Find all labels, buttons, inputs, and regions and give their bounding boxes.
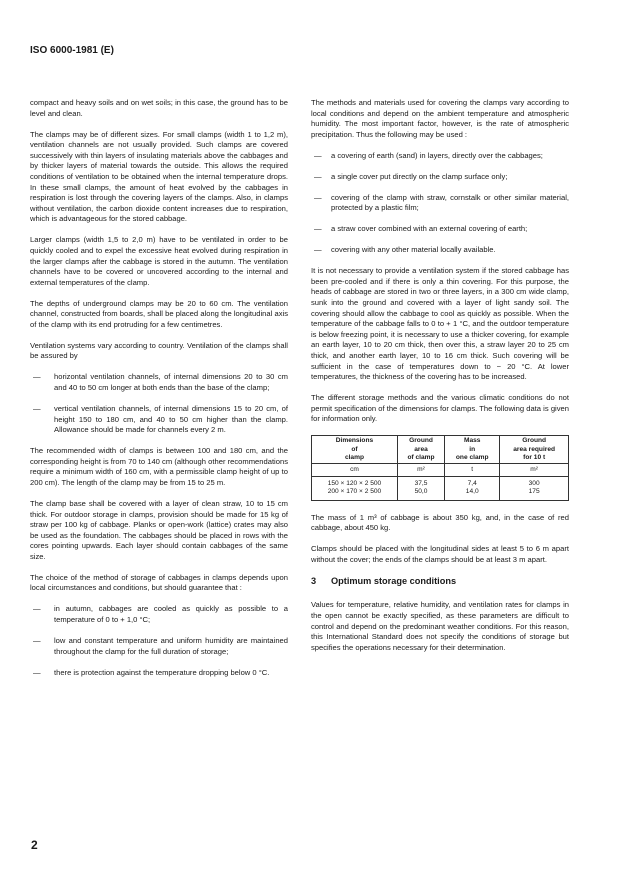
list-item-text: covering of the clamp with straw, cornstalk or other similar material, protected by a plastic film; (331, 192, 569, 213)
right-column (311, 98, 569, 664)
table-cell: 150 × 120 × 2 500 (312, 477, 398, 489)
paragraph: The choice of the method of storage of cabbages in clamps depends upon local circumstances and conditions, but should guarantee that : (30, 572, 288, 593)
paragraph: The recommended width of clamps is between 100 and 180 cm, and the corresponding height is from 70 to 140 cm (although other recommendations require a minimum width of 160 cm, with a permissible clamp height of up to 200 cm). The length of the clamp may be from 15 to 25 m. (30, 446, 288, 487)
paragraph: Ventilation systems vary according to country. Ventilation of the clamps shall be assured by (30, 340, 288, 361)
paragraph: The methods and materials used for covering the clamps vary according to local conditions and depend on the ambient temperature and atmospheric humidity. The most important factor, however, is the rate of atmospheric precipitation. Thus the following may be used : (311, 98, 569, 139)
list-item (311, 151, 569, 162)
list-dash: — (314, 224, 322, 234)
list-item-text: low and constant temperature and uniform humidity are maintained throughout the clamp for the full duration of storage; (54, 636, 288, 656)
paragraph: It is not necessary to provide a ventilation system if the stored cabbage has been pre-cooled and if there is only a thin covering. For this purpose, the heads of cabbage are stored in two or three layers, in a 300 cm wide clamp, sunk into the ground and covered with a layer of light sandy soil. The covering should allow the cabbage to cool as quickly as possible. When the temperature of the cabbage falls to 0 to + 1 °C, and the outdoor temperature is below freezing point, it is necessary to use a thicker covering, for example an earth layer, 10 to 20 cm thick, then over this, a straw layer 20 to 25 cm thick, and another earth layer, 10 to 16 cm thick. Such covering will be sufficient in the case of temperatures down to − 20 °C. At lower temperatures, the thickness of the covering has to be increased. (311, 266, 569, 382)
table-cell: 175 (500, 488, 569, 500)
list-item (30, 668, 288, 679)
header-line: in (469, 445, 476, 453)
list-item-text: vertical ventilation channels, of internal dimensions 15 to 20 cm, of height 150 to 180 cm, and 40 to 50 cm higher than the clamp. Allowance should be made for channels every 2 m. (54, 404, 288, 435)
paragraph: The clamp base shall be covered with a layer of clean straw, 10 to 15 cm thick. For outdoor storage in clamps, provision should be made for 15 kg of straw per 100 kg of cabbage. Planks or open-work (lattice) crates may also be used as the foundation. The cabbages should be placed in rows with the cores pointing upwards. Each layer should contain cabbages of the same size. (30, 498, 288, 561)
list-item (30, 636, 288, 657)
list-item (311, 172, 569, 183)
list-item-text: a straw cover combined with an external covering of earth; (331, 224, 528, 234)
paragraph: Values for temperature, relative humidity, and ventilation rates for clamps in the open cannot be exactly specified, as these parameters are difficult to control and depend on the predominant weather conditions. For this reason, this International Standard does not specify the conditions of storage but specifies the operations necessary for their determination. (311, 600, 569, 652)
header-line: Mass (463, 437, 481, 445)
list-item (311, 224, 569, 235)
left-column (30, 98, 288, 689)
unit-cell: t (445, 463, 500, 476)
paragraph: The mass of 1 m³ of cabbage is about 350 kg, and, in the case of red cabbage, about 450 kg. (311, 512, 569, 533)
clamp-dimensions-table (311, 435, 569, 500)
list-dash: — (33, 667, 41, 677)
paragraph: The depths of underground clamps may be 20 to 60 cm. The ventilation channel, constructed from boards, shall be placed along the longitudinal axis of the clamp with its end protruding for a few centimetres. (30, 298, 288, 329)
table-header-cell (500, 436, 569, 464)
list-item (311, 193, 569, 214)
header-line: Dimensions (335, 437, 374, 445)
unit-cell: m² (397, 463, 444, 476)
list-dash: — (314, 192, 322, 202)
table-header-cell (397, 436, 444, 464)
table-cell: 300 (500, 477, 569, 489)
header-line: for 10 t (523, 453, 546, 461)
list-dash: — (314, 245, 322, 255)
paragraph: Clamps should be placed with the longitudinal sides at least 5 to 6 m apart without the cover; the ends of the clamps should be at least 3 m apart. (311, 544, 569, 564)
list-dash: — (33, 604, 41, 614)
list-dash: — (33, 404, 41, 413)
list-dash: — (33, 372, 41, 382)
page-number: 2 (31, 838, 38, 852)
header-line: of (351, 445, 358, 453)
list-item (30, 372, 288, 393)
header-line: one clamp (455, 453, 489, 461)
list-item-text: covering with any other material locally available. (331, 245, 496, 255)
table-cell: 37,5 (397, 477, 444, 489)
list-item-text: a covering of earth (sand) in layers, directly over the cabbages; (331, 150, 543, 160)
header-line: of clamp (407, 453, 435, 461)
table-units-row (312, 463, 569, 476)
paragraph: The different storage methods and the various climatic conditions do not permit specification of the dimensions for clamps. The following data is given for information only. (311, 393, 569, 424)
table-header-row (312, 436, 569, 464)
list-item-text: horizontal ventilation channels, of internal dimensions 20 to 30 cm and 40 to 50 cm longer at both ends than the base of the clamp; (54, 372, 288, 393)
table-row (312, 488, 569, 500)
section-title: Optimum storage conditions (331, 575, 457, 586)
header-line: Ground (522, 437, 547, 445)
header-line: Ground (409, 437, 433, 445)
list-item (30, 404, 288, 436)
list-item (311, 245, 569, 256)
list-item-text: there is protection against the temperature dropping below 0 °C. (54, 667, 270, 677)
table-header-cell (445, 436, 500, 464)
list-item-text: a single cover put directly on the clamp surface only; (331, 171, 508, 181)
table-cell: 7,4 (445, 477, 500, 489)
unit-cell: cm (312, 463, 398, 476)
table-header-cell (312, 436, 398, 464)
paragraph: The clamps may be of different sizes. For small clamps (width 1 to 1,2 m), ventilation channels are not usually provided. Such clamps are covered successively with thin layers of insulating materials above the cabbages and by thicker layers of material towards the outside. This allows the required conditions of ventilation to be obtained when the internal temperature drops. In these small clamps, the amount of heat evolved by the cabbages in respiration is lost through the covering layers of the clamps. Also, in clamps without ventilation, the carbon dioxide content increases due to respiration, which is advantageous for the stored cabbage. (30, 129, 288, 224)
table-cell: 200 × 170 × 2 500 (312, 488, 398, 500)
header-line: area (414, 445, 428, 453)
table-cell: 14,0 (445, 488, 500, 500)
list-dash: — (314, 150, 322, 160)
page-header: ISO 6000-1981 (E) (30, 45, 114, 56)
paragraph: Larger clamps (width 1,5 to 2,0 m) have to be ventilated in order to be quickly cooled and to expel the excessive heat evolved during respiration in the larger clamps after the cabbage is stored in the autumn. The ventilation channels have to be covered or uncovered according to the internal and external temperatures of the clamp. (30, 235, 288, 287)
section-heading (311, 576, 569, 587)
table-cell: 50,0 (397, 488, 444, 500)
section-number: 3 (311, 575, 317, 586)
header-line: clamp (344, 453, 364, 461)
paragraph: compact and heavy soils and on wet soils; in this case, the ground has to be level and clean. (30, 98, 288, 118)
table-row (312, 477, 569, 489)
header-line: area required (513, 445, 556, 453)
list-dash: — (314, 171, 322, 181)
unit-cell: m² (500, 463, 569, 476)
list-item-text: in autumn, cabbages are cooled as quickly as possible to a temperature of 0 to + 1,0 °C; (54, 604, 288, 625)
list-dash: — (33, 636, 41, 646)
list-item (30, 604, 288, 625)
